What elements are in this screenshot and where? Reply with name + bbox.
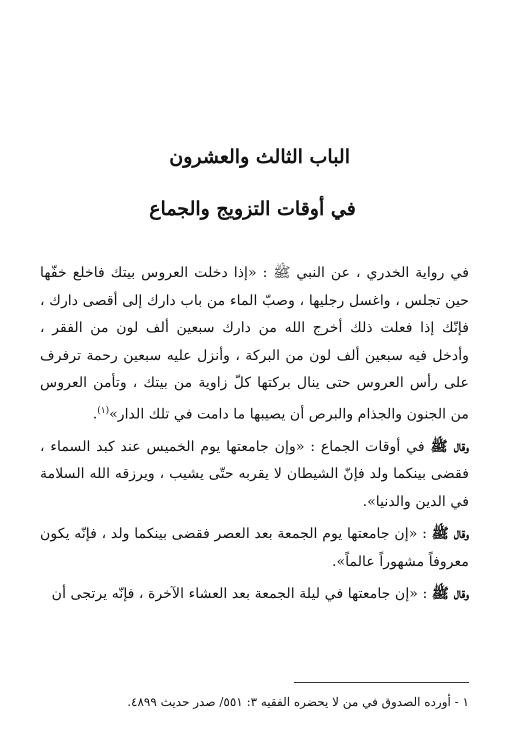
paragraph-tail: . xyxy=(332,553,337,570)
body-text xyxy=(40,260,469,614)
footnote-divider xyxy=(294,682,469,683)
chapter-title: الباب الثالث والعشرون xyxy=(169,146,350,168)
paragraph-text: في أوقات الجماع : «وإن جامعتها يوم الخميس عند كبد السماء ، فقضى بينكما ولد فإنّ الشيطان لا يقربه حتّى يشيب ، ويرزقه الله السلامة في الدين والدنيا» xyxy=(40,438,469,510)
paragraph-1 xyxy=(40,260,469,429)
paragraph-tail: . xyxy=(362,493,368,510)
footnote: ١ - أورده الصدوق في من لا يحضره الفقيه ٣: ٥٥١/ صدر حديث ٤٨٩٩. xyxy=(127,695,469,709)
paragraph-tail: . xyxy=(92,406,98,423)
paragraph-4 xyxy=(40,581,469,609)
paragraph-lead: وقال ﷺ xyxy=(431,526,469,543)
footnote-ref[interactable]: (١) xyxy=(97,405,110,416)
paragraph-text: في رواية الخدري ، عن النبي ﷺ : «إذا دخلت العروس بيتك فاخلع خفّها حين تجلس ، واغسل رجليها ، وصبّ الماء من باب دارك إلى أقصى دارك ، فإنّك إذا فعلت ذلك أخرج الله من دارك سبعين ألف لون من الفقر ، وأدخل فيه سبعين ألف لون من البركة ، وأنزل عليه سبعين رحمة ترفرف على رأس العروس حتى ينال بركتها كلّ زاوية من بيتك ، وتأمن العروس من الجنون والجذام والبرص أن يصيبها ما دامت في تلك الدار» xyxy=(40,265,469,423)
paragraph-3 xyxy=(40,521,469,576)
chapter-subtitle: في أوقات التزويج والجماع xyxy=(149,198,356,220)
paragraph-lead: وقال ﷺ xyxy=(430,438,469,455)
paragraph-lead: وقال ﷺ xyxy=(431,586,469,603)
paragraph-text: : «إن جامعتها في ليلة الجمعة بعد العشاء الآخرة ، فإنّه يرتجى أن xyxy=(51,586,432,603)
paragraph-2 xyxy=(40,434,469,517)
paragraph-text: : «إن جامعتها يوم الجمعة بعد العصر فقضى بينكما ولد ، فإنّه يكون معروفاً مشهوراً عالماً» xyxy=(40,526,469,570)
